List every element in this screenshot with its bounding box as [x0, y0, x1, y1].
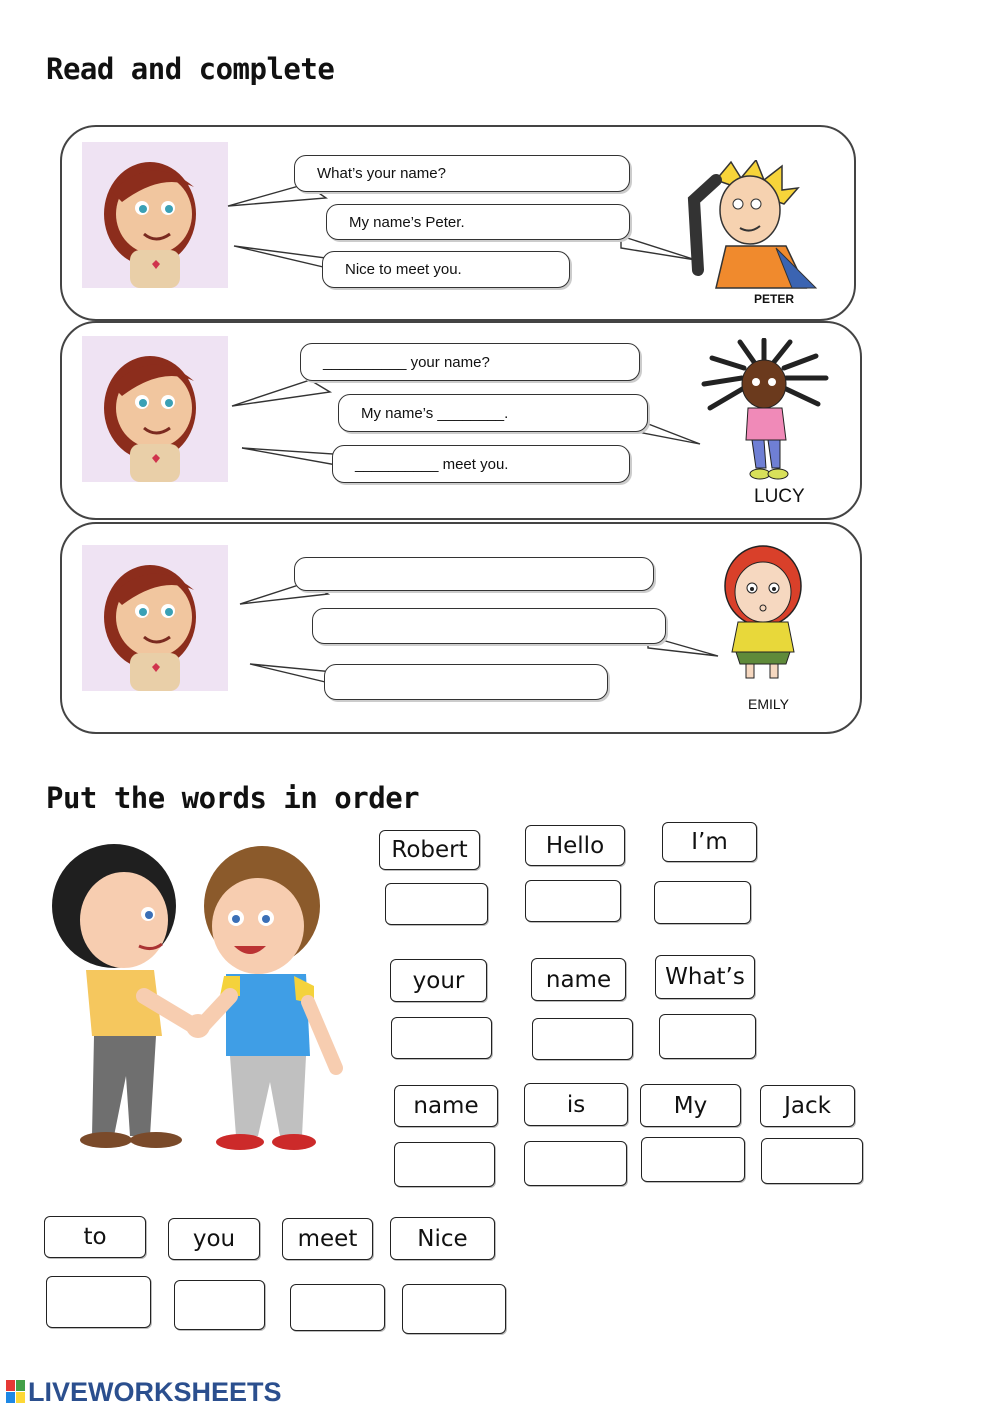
- speech-bubble-answer-blank[interactable]: [312, 608, 666, 644]
- liveworksheets-logo-icon: [6, 1380, 26, 1404]
- answer-slot[interactable]: [761, 1138, 863, 1184]
- peter-illustration: [686, 160, 826, 290]
- speech-bubble-greeting: Nice to meet you.: [322, 251, 570, 288]
- speech-bubble-greeting-blank[interactable]: [324, 664, 608, 700]
- speech-bubble-question: What’s your name?: [294, 155, 630, 192]
- liveworksheets-logo-text: LIVEWORKSHEETS: [28, 1377, 282, 1407]
- speech-bubble-greeting: __________ meet you.: [332, 445, 630, 483]
- answer-slot[interactable]: [174, 1280, 265, 1330]
- character-name-emily: EMILY: [748, 696, 789, 712]
- answer-slot[interactable]: [46, 1276, 151, 1328]
- speech-bubble-answer: My name’s Peter.: [326, 204, 630, 240]
- emily-illustration: [718, 542, 808, 682]
- word-card[interactable]: Nice: [390, 1217, 495, 1260]
- answer-slot[interactable]: [290, 1284, 385, 1331]
- answer-slot[interactable]: [385, 883, 488, 925]
- section-title-put-words-in-order: Put the words in order: [46, 781, 420, 815]
- boys-shaking-hands-illustration: [44, 836, 350, 1166]
- word-card[interactable]: your: [390, 959, 487, 1002]
- answer-slot[interactable]: [525, 880, 621, 922]
- answer-slot[interactable]: [391, 1017, 492, 1059]
- word-card[interactable]: My: [640, 1084, 741, 1127]
- word-card[interactable]: What’s: [655, 955, 755, 999]
- lucy-illustration: [694, 338, 834, 484]
- word-card[interactable]: name: [394, 1085, 498, 1127]
- word-card[interactable]: name: [531, 958, 626, 1001]
- answer-slot[interactable]: [402, 1284, 506, 1334]
- answer-slot[interactable]: [394, 1142, 495, 1187]
- word-card[interactable]: I’m: [662, 822, 757, 862]
- speech-bubble-answer: My name’s ________.: [338, 394, 648, 432]
- word-card[interactable]: Jack: [760, 1085, 855, 1127]
- girl-illustration: [82, 336, 228, 482]
- word-card[interactable]: Robert: [379, 830, 480, 870]
- speech-bubble-question: __________ your name?: [300, 343, 640, 381]
- girl-illustration: [82, 142, 228, 288]
- character-name-peter: PETER: [754, 292, 795, 306]
- answer-slot[interactable]: [659, 1014, 756, 1059]
- character-name-lucy: LUCY: [754, 486, 805, 507]
- word-card[interactable]: you: [168, 1218, 260, 1260]
- answer-slot[interactable]: [641, 1137, 745, 1182]
- word-card[interactable]: is: [524, 1083, 628, 1126]
- word-card[interactable]: Hello: [525, 825, 625, 866]
- answer-slot[interactable]: [532, 1018, 633, 1060]
- section-title-read-and-complete: Read and complete: [46, 52, 335, 86]
- word-card[interactable]: meet: [282, 1218, 373, 1260]
- answer-slot[interactable]: [524, 1141, 627, 1186]
- answer-slot[interactable]: [654, 881, 751, 924]
- girl-illustration: [82, 545, 228, 691]
- word-card[interactable]: to: [44, 1216, 146, 1258]
- speech-bubble-question-blank[interactable]: [294, 557, 654, 591]
